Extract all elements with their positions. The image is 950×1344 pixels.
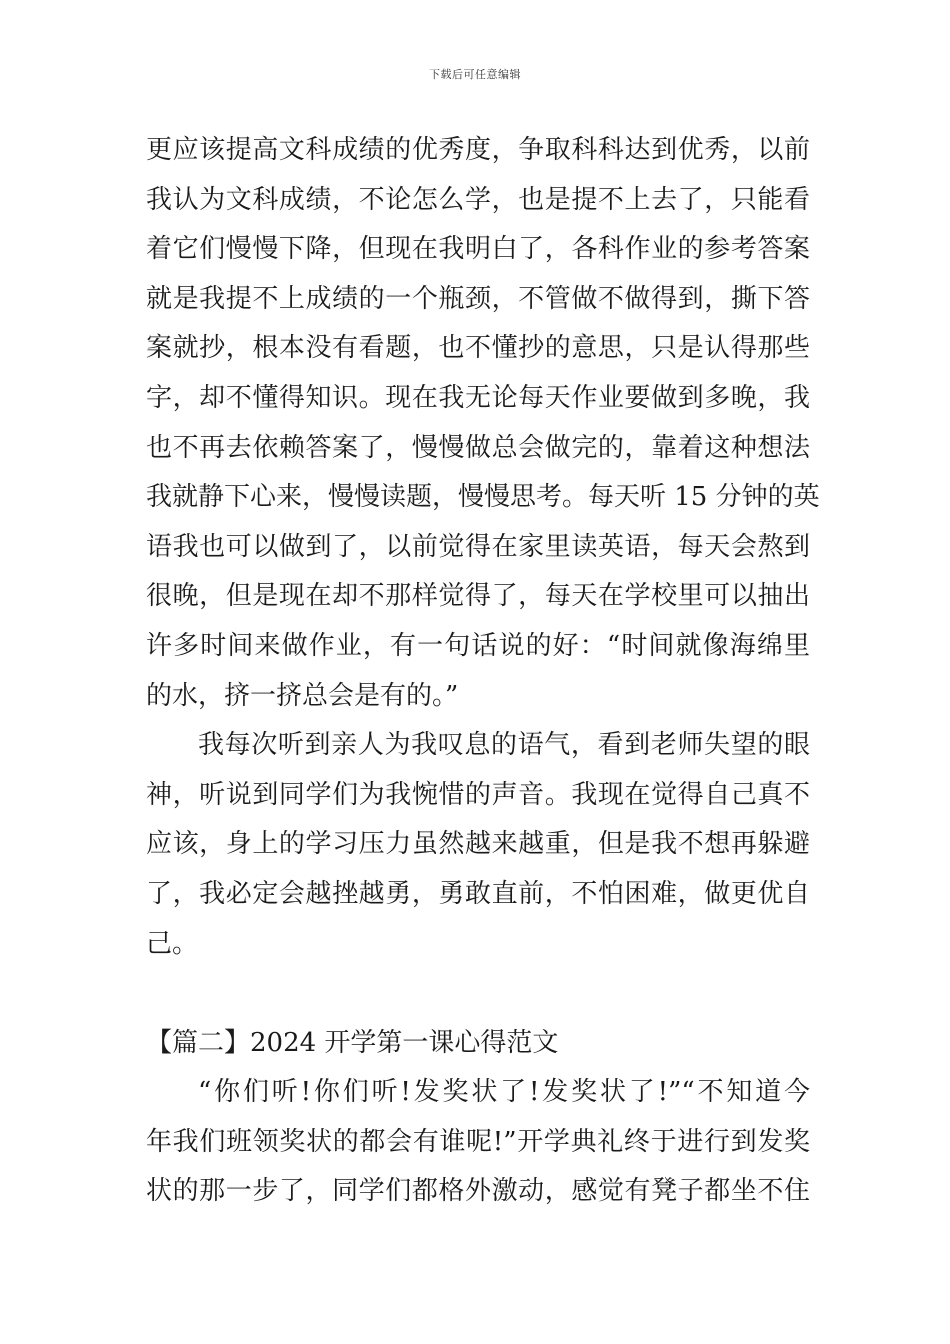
text-line: 年我们班领奖状的都会有谁呢!”开学典礼终于进行到发奖 <box>146 1126 810 1157</box>
text-line: 神，听说到同学们为我惋惜的声音。我现在觉得自己真不 <box>146 779 810 810</box>
text-line: 应该，身上的学习压力虽然越来越重，但是我不想再躲避 <box>146 829 810 860</box>
text-line: 很晚，但是现在却不那样觉得了，每天在学校里可以抽出 <box>146 581 810 612</box>
text-line: 许多时间来做作业，有一句话说的好：“时间就像海绵里 <box>146 630 810 661</box>
paragraph-3 <box>146 1068 810 1217</box>
text-line: 了，我必定会越挫越勇，勇敢直前，不怕困难，做更优自 <box>146 878 810 909</box>
text-line: 语我也可以做到了，以前觉得在家里读英语，每天会熬到 <box>146 531 810 562</box>
text-line: “你们听!你们听!发奖状了!发奖状了!”“不知道今 <box>198 1077 810 1108</box>
text-line: 己。 <box>146 928 199 959</box>
text-line: 也不再去依赖答案了，慢慢做总会做完的，靠着这种想法 <box>146 432 810 463</box>
paragraph-2 <box>146 721 810 969</box>
text-line: 状的那一步了，同学们都格外激动，感觉有凳子都坐不住 <box>146 1176 810 1207</box>
section-title: 【篇二】2024 开学第一课心得范文 <box>146 1027 559 1058</box>
text-line: 着它们慢慢下降，但现在我明白了，各科作业的参考答案 <box>146 234 810 265</box>
text-line: 就是我提不上成绩的一个瓶颈，不管做不做得到，撕下答 <box>146 283 810 314</box>
text-line: 字，却不懂得知识。现在我无论每天作业要做到多晚，我 <box>146 382 810 413</box>
text-line: 的水，挤一挤总会是有的。” <box>146 680 459 711</box>
page-header: 下载后可任意编辑 <box>429 68 521 81</box>
text-line: 我每次听到亲人为我叹息的语气，看到老师失望的眼 <box>198 730 810 761</box>
text-line: 案就抄，根本没有看题，也不懂抄的意思，只是认得那些 <box>146 333 810 364</box>
text-line: 我认为文科成绩，不论怎么学，也是提不上去了，只能看 <box>146 184 810 215</box>
paragraph-1 <box>146 126 820 721</box>
paragraph-spacer <box>146 969 810 1019</box>
text-line: 我就静下心来，慢慢读题，慢慢思考。每天听 15 分钟的英 <box>146 482 820 513</box>
text-line: 更应该提高文科成绩的优秀度，争取科科达到优秀，以前 <box>146 135 810 165</box>
document-body <box>146 126 820 1217</box>
